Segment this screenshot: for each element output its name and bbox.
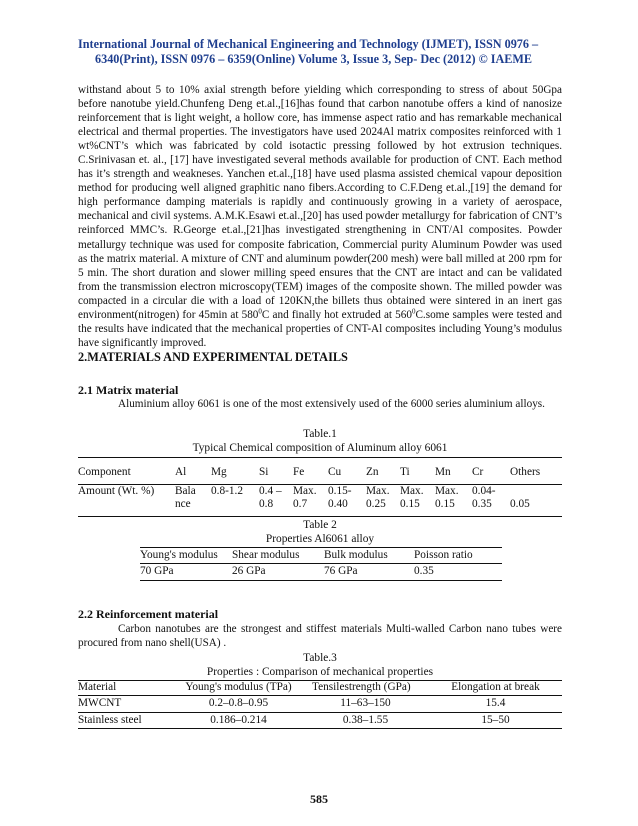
table2-cell: 70 GPa [140,564,174,577]
reinforcement-paragraph: Carbon nanotubes are the strongest and stiffest materials Multi-walled Carbon nano tubes were procured from nano shell(USA) . [78,623,562,650]
table1-cell [78,498,175,512]
table3-row [78,695,562,712]
table2-cell: 26 GPa [232,564,266,577]
table2-properties [140,547,502,581]
table1-cell: 0.8 [259,498,274,511]
table1-cell: 0.15- [328,484,352,497]
table1-header: Al [175,466,187,478]
table3-cell: 0.2–0.8–0.95 [208,696,269,709]
table1-header: Si [259,466,269,478]
table1-header: Ti [400,466,410,478]
table1-header: Cu [328,466,342,478]
table2-cell: 0.35 [414,564,434,577]
table3-caption: Properties : Comparison of mechanical properties [206,666,434,678]
table1-cell: 0.8-1.2 [211,484,244,497]
table2-label: Table 2 [303,519,337,531]
table1-header-row [78,466,562,484]
table3-cell: 0.38–1.55 [342,713,389,726]
table1-cell: Amount (Wt. %) [78,484,155,497]
intro-paragraph: withstand about 5 to 10% axial strength before yielding which corresponding to stress of about 50Gpa before nanotube yield.Chunfeng Deng et.al.,[16]has found that carbon nanotube offers a kind of nanosize reinforcement that is light weight, a hollow core, has immense aspect ratio and has remarkable mechanical electrical and thermal properties. The investigators have used 2024Al matrix composites reinforced with 1 wt%CNT’s which was fabricated by cold isotactic pressing followed by hot extrusion techniques. C.Srinivasan et. al., [17] have investigated several methods available for production of CNT. Each method has it’s strength and weakneses. Yanchen et.al.,[18] have used plasma assisted chemical vapour deposition method for producing well aligned graphitic nano fibers.According to C.F.Deng et.al.,[19] the demand for high performance damping materials is rapidly and continuously growing in a variety of aerospace, mechanical and civil systems. A.M.K.Esawi et.al.,[20] has used powder metallurgy for fabrication of CNT’s reinforced MMC’s. R.George et.al.,[21]has investigated strengthening in CNT/Al composites. Powder metallurgy technique was used for composite fabrication, Commercial purity Aluminum Powder was used as the matrix material. A mixture of CNT and aluminum powder(200 mesh) were ball milled at 200 rpm for 5 min. The short duration and slower milling speed ensures that the CNT are intact and can be validated from the transmission electron microscopy(TEM) images of the composite shown. The milled powder was compacted in a circular die with a load of 120KN,the billets thus obtained were sintered in an inert gas environment(nitrogen) for 45min at $580^0C$ and finally hot extruded at $560^0C.some$ samples were tested and the results have indicated that the mechanical properties of CNT-Al composites including Young’s modulus have significantly improved. [78,84,562,349]
table3-comparison [78,680,562,729]
table1-caption: Typical Chemical composition of Aluminum alloy 6061 [192,442,448,454]
table1-header: Fe [293,466,305,478]
section-heading: 2.MATERIALS AND EXPERIMENTAL DETAILS [78,350,348,364]
table1-cell: 0.4 – [259,484,282,497]
table3-header-row [78,681,562,696]
table1-header: Mg [211,466,227,478]
table1-cell: 0.15 [435,498,455,511]
table3-label: Table.3 [303,652,337,664]
table2-header: Young's modulus [140,549,218,561]
table2-caption: Properties Al6061 alloy [265,533,375,545]
table1-cell: Max. [366,484,390,497]
journal-header [78,37,562,67]
table1-cell: 0.15 [400,498,420,511]
table1-header: Component [78,466,131,478]
page-number: 585 [310,792,328,806]
table3-cell: MWCNT [78,696,122,709]
table3-row [78,712,562,729]
table1-header: Zn [366,466,379,478]
table2-row [140,563,502,580]
table1-cell [510,484,562,498]
table3-cell: 15–50 [481,713,510,726]
table1-cell: 0.35 [472,498,492,511]
table3-header: Tensilestrength (GPa) [312,681,411,693]
table3-cell: 11–63–150 [340,696,391,709]
header-line-1: International Journal of Mechanical Engineering and Technology (IJMET), ISSN 0976 – [78,37,539,51]
table1-row-cont [78,498,562,512]
table1-header: Cr [472,466,484,478]
table1-cell: 0.05 [510,498,530,511]
matrix-paragraph: Aluminium alloy 6061 is one of the most extensively used of the 6000 series aluminium alloys. [118,398,545,410]
table1-cell: 0.25 [366,498,386,511]
table1-cell: Max. [400,484,424,497]
subsection-reinforcement-heading: 2.2 Reinforcement material [78,607,219,621]
table1-cell [211,498,259,512]
table3-cell: 15.4 [485,696,506,709]
table1-composition [78,466,562,512]
table1-cell: nce [175,498,191,511]
table2-header-row [140,548,502,564]
table3-cell: 0.186–0.214 [210,713,267,726]
table1-label: Table.1 [303,428,337,440]
table1-cell: 0.04- [472,484,496,497]
table2-header: Poisson ratio [414,549,473,561]
table1-cell: 0.40 [328,498,348,511]
table1-header: Mn [435,466,451,478]
table1-cell: Max. [293,484,317,497]
table1-header: Others [510,466,541,478]
table1-cell: Max. [435,484,459,497]
table1-row [78,484,562,498]
header-line-2: 6340(Print), ISSN 0976 – 6359(Online) Volume 3, Issue 3, Sep- Dec (2012) © IAEME [95,52,533,66]
table3-header: Material [78,681,117,693]
table3-cell: Stainless steel [78,713,142,726]
table1-cell: 0.7 [293,498,308,511]
table1-cell: Bala [175,484,196,497]
table2-header: Shear modulus [232,549,300,561]
subsection-matrix-heading: 2.1 Matrix material [78,383,179,397]
table2-header: Bulk modulus [324,549,388,561]
table3-header: Elongation at break [451,681,540,693]
table2-cell: 76 GPa [324,564,358,577]
table3-header: Young's modulus (TPa) [185,681,292,693]
